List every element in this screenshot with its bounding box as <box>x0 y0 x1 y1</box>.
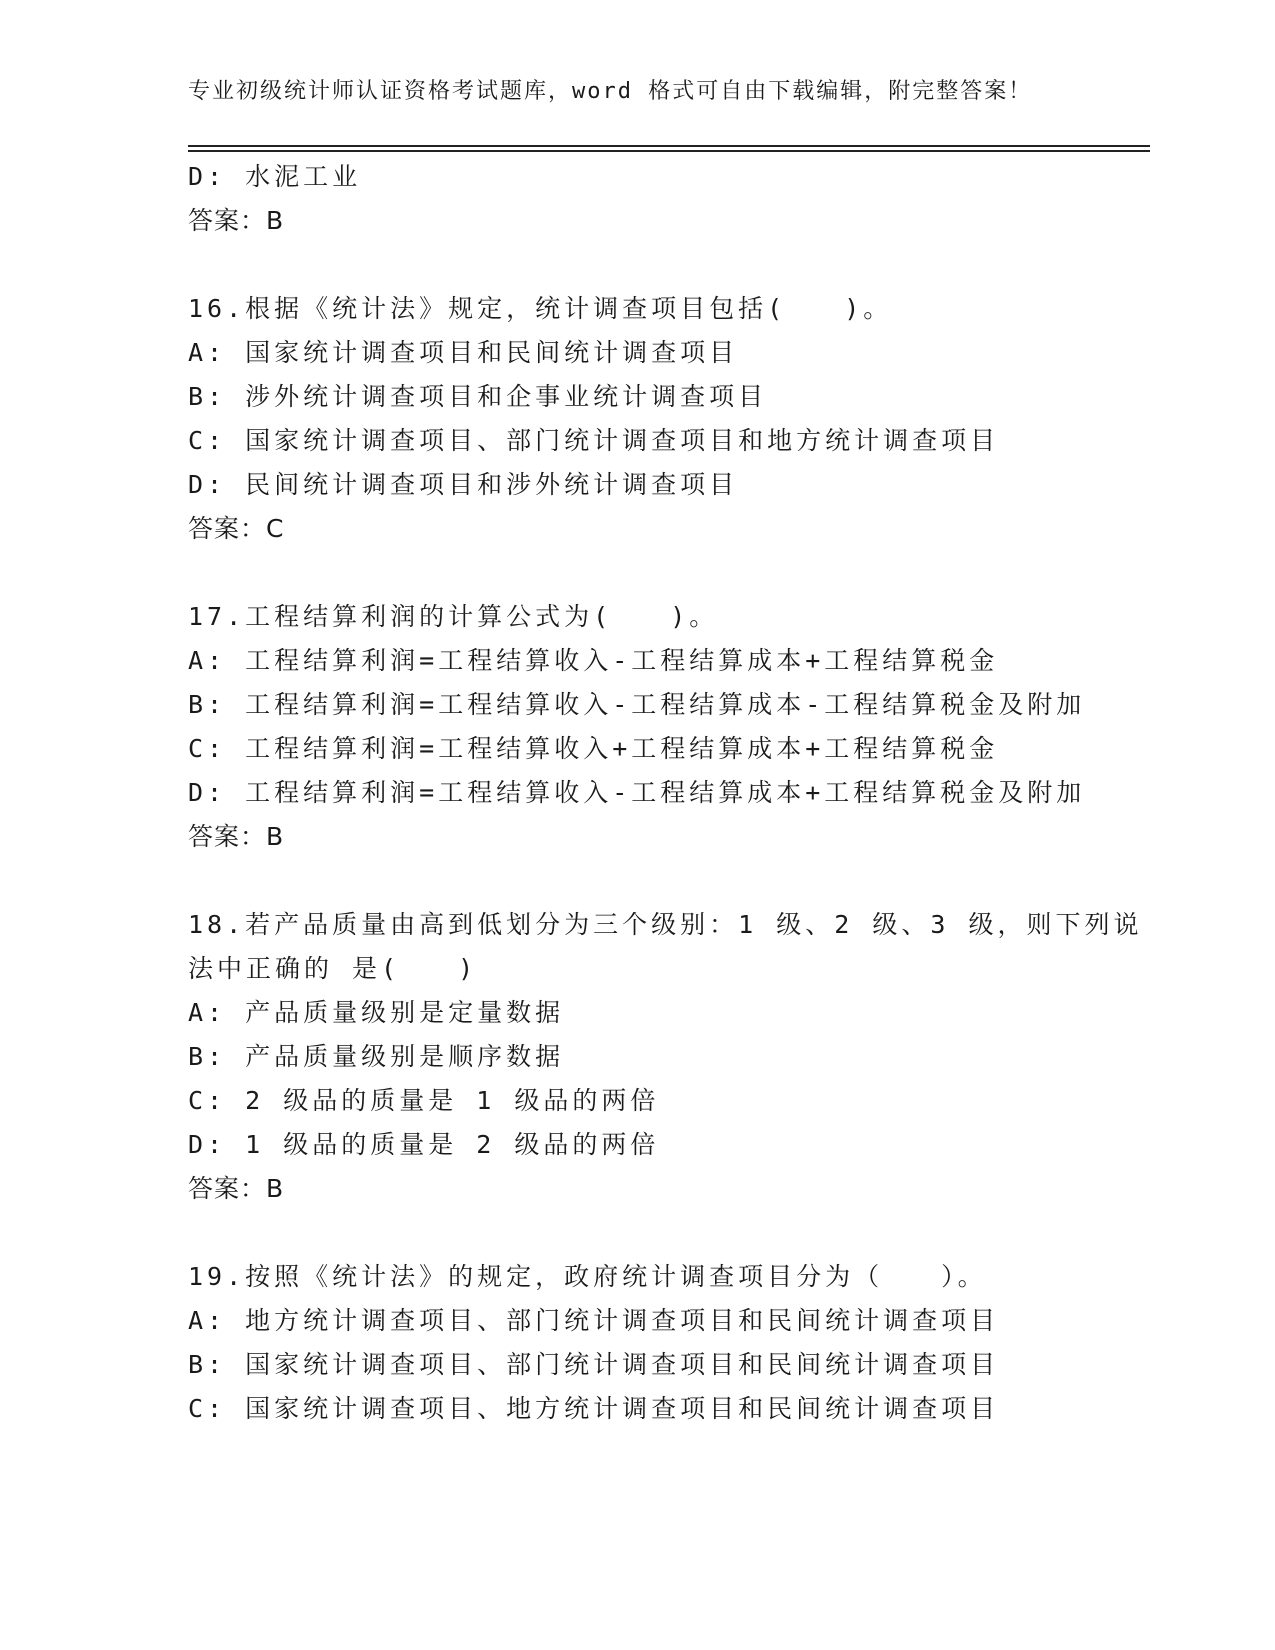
q18-stem-line2: 法中正确的 是( ) <box>188 954 478 983</box>
q16-option-c: C: 国家统计调查项目、部门统计调查项目和地方统计调查项目 <box>188 426 1000 455</box>
prev-answer: 答案：B <box>188 206 285 235</box>
header-rule-top <box>188 145 1150 147</box>
q17-option-b: B: 工程结算利润=工程结算收入-工程结算成本-工程结算税金及附加 <box>188 690 1086 719</box>
header-rule-bottom <box>188 150 1150 152</box>
q16-option-a: A: 国家统计调查项目和民间统计调查项目 <box>188 338 739 367</box>
prev-option-d: D: 水泥工业 <box>188 162 362 191</box>
q18-stem-line1: 18.若产品质量由高到低划分为三个级别：1 级、2 级、3 级，则下列说 <box>188 910 1143 939</box>
q17-option-d: D: 工程结算利润=工程结算收入-工程结算成本+工程结算税金及附加 <box>188 778 1086 807</box>
q18-option-c: C: 2 级品的质量是 1 级品的两倍 <box>188 1086 660 1115</box>
q19-option-c: C: 国家统计调查项目、地方统计调查项目和民间统计调查项目 <box>188 1394 1000 1423</box>
q16-stem: 16.根据《统计法》规定，统计调查项目包括( )。 <box>188 294 893 323</box>
q17-stem: 17.工程结算利润的计算公式为( )。 <box>188 602 719 631</box>
q17-option-c: C: 工程结算利润=工程结算收入+工程结算成本+工程结算税金 <box>188 734 999 763</box>
q17-answer: 答案：B <box>188 822 285 851</box>
page-header: 专业初级统计师认证资格考试题库，word 格式可自由下载编辑，附完整答案！ <box>188 79 1033 104</box>
q18-option-a: A: 产品质量级别是定量数据 <box>188 998 565 1027</box>
q19-option-b: B: 国家统计调查项目、部门统计调查项目和民间统计调查项目 <box>188 1350 1000 1379</box>
q18-option-d: D: 1 级品的质量是 2 级品的两倍 <box>188 1130 660 1159</box>
q17-option-a: A: 工程结算利润=工程结算收入-工程结算成本+工程结算税金 <box>188 646 999 675</box>
q19-option-a: A: 地方统计调查项目、部门统计调查项目和民间统计调查项目 <box>188 1306 1000 1335</box>
q18-option-b: B: 产品质量级别是顺序数据 <box>188 1042 565 1071</box>
q16-option-d: D: 民间统计调查项目和涉外统计调查项目 <box>188 470 739 499</box>
q16-answer: 答案：C <box>188 514 285 543</box>
q18-answer: 答案：B <box>188 1174 285 1203</box>
q16-option-b: B: 涉外统计调查项目和企事业统计调查项目 <box>188 382 768 411</box>
q19-stem: 19.按照《统计法》的规定，政府统计调查项目分为（ ）。 <box>188 1262 987 1291</box>
